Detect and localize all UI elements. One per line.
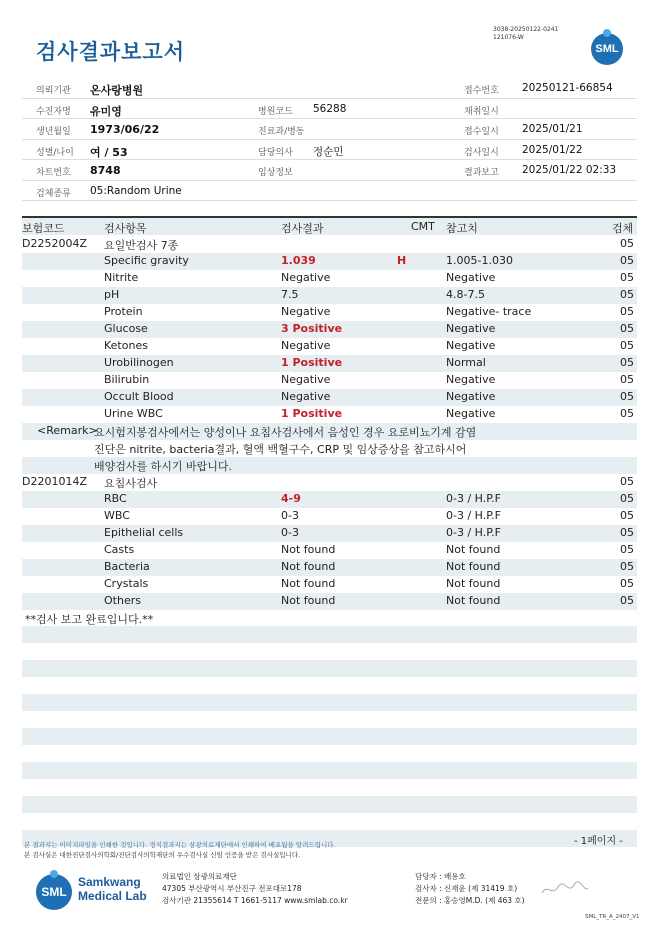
info-label: 진료과/병동: [258, 127, 305, 137]
info-value: 여 / 53: [90, 145, 128, 159]
info-label: 생년월일: [36, 127, 71, 137]
cell-specimen: 05: [620, 526, 634, 539]
cell-reference: Not found: [446, 543, 501, 556]
table-row: [22, 304, 637, 321]
remark-text: 진단은 nitrite, bacteria결과, 혈액 백혈구수, CRP 및 임상증상을 참고하시어: [94, 443, 467, 456]
cell-specimen: 05: [620, 356, 634, 369]
cell-result: 4-9: [281, 492, 301, 505]
empty-row: [22, 626, 637, 643]
footer-org-name: 의료법인 삼광의료재단: [162, 872, 237, 881]
footer: [0, 862, 655, 925]
cell-item: Nitrite: [104, 271, 139, 284]
footer-organization: [162, 871, 348, 907]
footer-staff: [415, 871, 525, 907]
cell-result: Not found: [281, 594, 336, 607]
table-row: [22, 491, 637, 508]
cell-result: 1.039: [281, 254, 316, 267]
results-table-body: [22, 236, 637, 627]
cell-item: Others: [104, 594, 141, 607]
remark-text: 배양검사를 하시기 바랍니다.: [94, 460, 233, 473]
cell-result: 1 Positive: [281, 356, 343, 369]
cell-item: Specific gravity: [104, 254, 189, 267]
footer-brand-line1: Samkwang: [78, 875, 141, 889]
header-reference: 참고치: [446, 222, 478, 235]
cell-code: D2252004Z: [22, 237, 87, 250]
sml-logo-icon: SML: [591, 33, 623, 65]
cell-item: Urobilinogen: [104, 356, 174, 369]
cell-specimen: 05: [620, 594, 634, 607]
info-row: [22, 99, 637, 120]
cell-item: 요일반검사 7종: [104, 239, 179, 252]
cell-result: Not found: [281, 543, 336, 556]
table-row: [22, 321, 637, 338]
cell-item: Occult Blood: [104, 390, 174, 403]
empty-row: [22, 728, 637, 745]
cell-result: Negative: [281, 390, 331, 403]
info-row: [22, 140, 637, 161]
cell-reference: 0-3 / H.P.F: [446, 509, 501, 522]
end-note: **검사 보고 완료입니다.**: [25, 613, 154, 626]
end-note-row: [22, 610, 637, 627]
table-row: [22, 576, 637, 593]
cell-result: 7.5: [281, 288, 299, 301]
cell-result: 1 Positive: [281, 407, 343, 420]
document-id: [493, 26, 558, 42]
cell-item: WBC: [104, 509, 130, 522]
cell-cmt: H: [397, 254, 407, 267]
info-label: 접수일시: [464, 127, 499, 137]
info-value: 2025/01/22 02:33: [522, 164, 617, 176]
footer-brand: [78, 875, 147, 903]
info-label: 성별/나이: [36, 147, 74, 158]
info-value: 05:Random Urine: [90, 184, 182, 197]
info-value: 56288: [313, 102, 347, 115]
cell-result: 0-3: [281, 526, 299, 539]
footer-org-address: 47305 부산광역시 부산진구 전포대로178: [162, 884, 302, 893]
cell-specimen: 05: [620, 475, 634, 488]
cell-result: Negative: [281, 305, 331, 318]
cell-reference: Not found: [446, 577, 501, 590]
header-specimen: 검체: [612, 222, 634, 235]
cell-result: 0-3: [281, 509, 299, 522]
cell-item: 요침사검사: [104, 477, 158, 490]
remark-text: 요시험지봉검사에서는 양성이나 요침사검사에서 음성인 경우 요로비뇨기계 감염: [94, 426, 477, 439]
cell-reference: Not found: [446, 594, 501, 607]
cell-item: Bilirubin: [104, 373, 150, 386]
info-value: 1973/06/22: [90, 123, 160, 136]
info-label: 차트번호: [36, 168, 71, 178]
form-code: SML_TR_A_2407_V1: [585, 914, 640, 920]
cell-specimen: 05: [620, 237, 634, 250]
info-label: 임상정보: [258, 168, 293, 178]
cell-specimen: 05: [620, 305, 634, 318]
cell-result: Negative: [281, 373, 331, 386]
cell-reference: 0-3 / H.P.F: [446, 492, 501, 505]
accreditation-notice: 본 검사실은 대한진단검사의학회/진단검사의학재단의 우수검사실 신임 인증을 받은 검사실입니다.: [24, 851, 301, 859]
info-row: [22, 119, 637, 140]
empty-row: [22, 694, 637, 711]
info-value: 온사랑병원: [90, 84, 144, 97]
footer-sml-logo-icon: SML: [36, 874, 72, 910]
remark-row: [22, 440, 637, 457]
cell-item: Protein: [104, 305, 143, 318]
cell-specimen: 05: [620, 373, 634, 386]
info-label: 검사일시: [464, 147, 499, 158]
table-row: [22, 389, 637, 406]
info-label: 채취일시: [464, 106, 499, 117]
remark-row: [22, 423, 637, 440]
info-label: 수진자명: [36, 106, 71, 117]
cell-specimen: 05: [620, 339, 634, 352]
cell-specimen: 05: [620, 543, 634, 556]
cell-item: Ketones: [104, 339, 148, 352]
header-test-item: 검사항목: [104, 222, 147, 235]
cell-specimen: 05: [620, 322, 634, 335]
cell-specimen: 05: [620, 492, 634, 505]
cell-item: Crystals: [104, 577, 149, 590]
cell-result: Not found: [281, 560, 336, 573]
info-row: [22, 160, 637, 181]
empty-row: [22, 762, 637, 779]
cell-reference: Negative: [446, 322, 496, 335]
info-row: [22, 181, 637, 202]
cell-reference: Normal: [446, 356, 486, 369]
footer-staff-specialist: 전문의 : 홍승영M.D. (제 463 호): [415, 896, 525, 905]
empty-row: [22, 660, 637, 677]
info-value: 2025/01/22: [522, 143, 583, 156]
cell-item: RBC: [104, 492, 127, 505]
report-title: 검사결과보고서: [36, 40, 186, 64]
table-row: [22, 253, 637, 270]
cell-specimen: 05: [620, 254, 634, 267]
cell-reference: 1.005-1.030: [446, 254, 513, 267]
info-label: 결과보고: [464, 168, 499, 178]
info-value: 2025/01/21: [522, 123, 583, 135]
cell-specimen: 05: [620, 560, 634, 573]
cell-result: 3 Positive: [281, 322, 343, 335]
table-row: [22, 338, 637, 355]
table-row: [22, 474, 637, 491]
table-row: [22, 525, 637, 542]
table-row: [22, 355, 637, 372]
info-label: 담당의사: [258, 147, 293, 158]
cell-specimen: 05: [620, 509, 634, 522]
cell-result: Negative: [281, 271, 331, 284]
table-row: [22, 372, 637, 389]
table-row: [22, 593, 637, 610]
document-id-line1: 3038-20250122-0241: [493, 26, 559, 33]
info-value: 유미영: [90, 104, 122, 118]
document-id-line2: 121076-W: [493, 34, 524, 41]
cell-item: Urine WBC: [104, 407, 163, 420]
cell-reference: Negative: [446, 339, 496, 352]
table-row: [22, 236, 637, 253]
table-row: [22, 542, 637, 559]
cell-result: Negative: [281, 339, 331, 352]
info-label: 병원코드: [258, 106, 293, 117]
info-label: 검체종류: [36, 188, 71, 199]
footer-org-contact: 검사기관 21355614 T 1661-5117 www.smlab.co.kr: [162, 896, 348, 905]
cell-item: pH: [104, 288, 120, 301]
cell-item: Casts: [104, 543, 135, 556]
cell-item: Glucose: [104, 322, 148, 335]
footer-staff-tester: 검사자 : 신재윤 (제 31419 호): [415, 884, 518, 893]
table-row: [22, 559, 637, 576]
cell-specimen: 05: [620, 577, 634, 590]
cell-specimen: 05: [620, 407, 634, 420]
cell-reference: 0-3 / H.P.F: [446, 526, 501, 539]
image-notice: 본 결과지는 이미지파일을 인쇄한 것입니다. 정식결과지는 삼광의료재단에서 인쇄하여 배포됨을 알려드립니다.: [24, 841, 336, 849]
cell-reference: Negative- trace: [446, 305, 532, 318]
cell-reference: Negative: [446, 390, 496, 403]
footer-brand-line2: Medical Lab: [78, 889, 147, 903]
table-row: [22, 270, 637, 287]
footer-staff-manager: 담당자 : 배용호: [415, 872, 466, 881]
info-value: 정순민: [313, 145, 344, 158]
cell-item: Bacteria: [104, 560, 150, 573]
cell-specimen: 05: [620, 271, 634, 284]
remark-row: [22, 457, 637, 474]
cell-reference: Not found: [446, 560, 501, 573]
cell-item: Epithelial cells: [104, 526, 184, 539]
cell-result: Not found: [281, 577, 336, 590]
cell-reference: 4.8-7.5: [446, 288, 485, 301]
info-row: [22, 78, 637, 99]
cell-reference: Negative: [446, 373, 496, 386]
cell-code: D2201014Z: [22, 475, 87, 488]
info-value: 20250121-66854: [522, 82, 613, 94]
cell-specimen: 05: [620, 288, 634, 301]
page-number: - 1페이지 -: [574, 836, 623, 847]
info-label: 의뢰기관: [36, 86, 71, 96]
empty-row: [22, 796, 637, 813]
table-row: [22, 406, 637, 423]
header-cmt: CMT: [411, 220, 435, 233]
cell-reference: Negative: [446, 271, 496, 284]
cell-specimen: 05: [620, 390, 634, 403]
header-result: 검사결과: [281, 222, 324, 235]
info-value: 8748: [90, 164, 121, 177]
table-row: [22, 508, 637, 525]
header-insurance-code: 보험코드: [22, 222, 65, 235]
table-row: [22, 287, 637, 304]
signature-icon: [540, 879, 590, 899]
cell-reference: Negative: [446, 407, 496, 420]
info-label: 접수번호: [464, 86, 499, 96]
results-table-header: [22, 218, 637, 235]
patient-info-section: [22, 78, 637, 201]
remark-label: <Remark>: [37, 424, 98, 437]
